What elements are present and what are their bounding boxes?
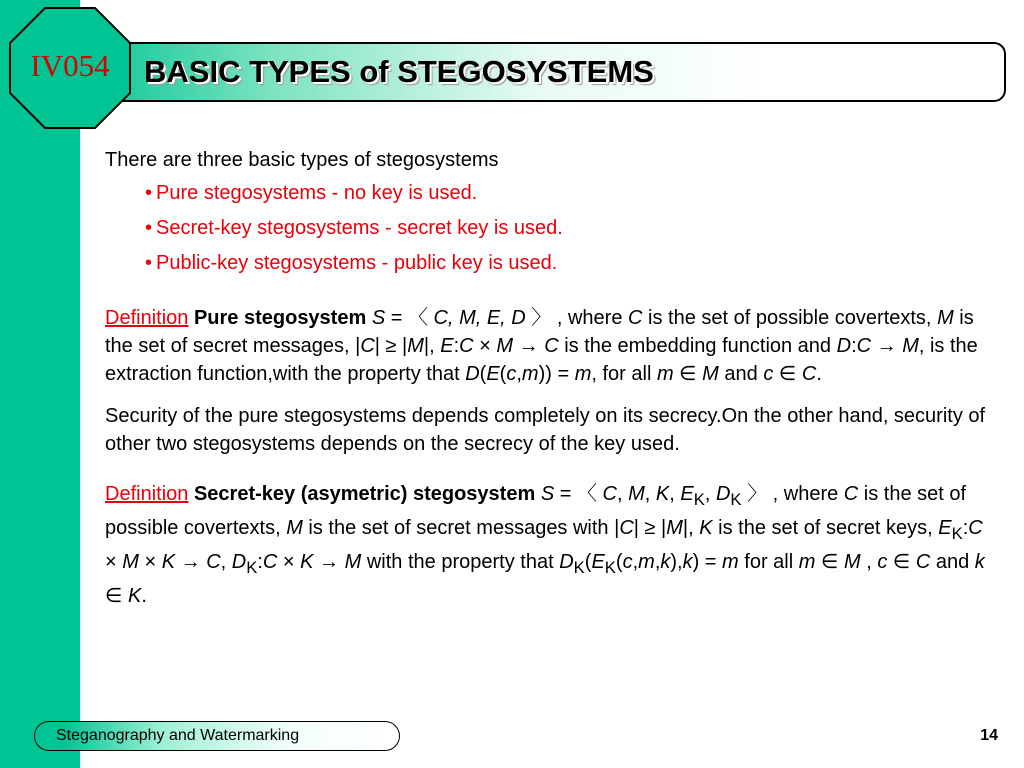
stegosystem-types-list [105, 179, 995, 277]
slide-title: BASIC TYPES of STEGOSYSTEMS [144, 54, 654, 89]
definition-label: Definition [105, 307, 189, 329]
list-item: • Public-key stegosystems - public key is used. [145, 252, 558, 274]
definition-label: Definition [105, 483, 189, 505]
intro-text: There are three basic types of stegosystems [105, 149, 499, 171]
definition-secret-key-stegosystem: Definition Secret-key (asymetric) stegosystem S = 〈 C, M, K, $E_K$, $D_K$ 〉 , where C is the set of possible covertexts, M is the set of secret messages with |C| ≥ |M|, K is the set of secret keys, $E_K:C \times M \times K \to C$, $D_K:C \times K \to M$ with the property that $D_K(E_K(c,m,k),k) = m$ for all m ∈ M , c ∈ C and k ∈ K. [105, 483, 985, 607]
list-item: • Secret-key stegosystems - secret key is used. [145, 217, 563, 239]
footer-course-name: Steganography and Watermarking [56, 727, 300, 744]
security-paragraph: Security of the pure stegosystems depends completely on its secrecy.On the other hand, security of other two stegosystems depends on the secrecy of the key used. [105, 405, 986, 455]
bullet-icon: • [145, 252, 153, 274]
definition-term: Secret-key (asymetric) stegosystem [193, 483, 536, 505]
list-item: • Pure stegosystems - no key is used. [145, 182, 478, 204]
page-number: 14 [980, 727, 998, 744]
bullet-icon: • [145, 217, 153, 239]
definition-term: Pure stegosystem [193, 307, 367, 329]
slide-content [105, 146, 995, 610]
definition-pure-stegosystem: Definition Pure stegosystem S = 〈 C, M, E, D 〉 , where C is the set of possible covertexts, M is the set of secret messages, |C| ≥ |M|, E:C × M → C is the embedding function and D:C → M, is the extraction function,with the property that D(E(c,m)) = m, for all m ∈ M and c ∈ C. [105, 307, 978, 385]
bullet-icon: • [145, 182, 153, 204]
course-code: IV054 [30, 48, 110, 83]
